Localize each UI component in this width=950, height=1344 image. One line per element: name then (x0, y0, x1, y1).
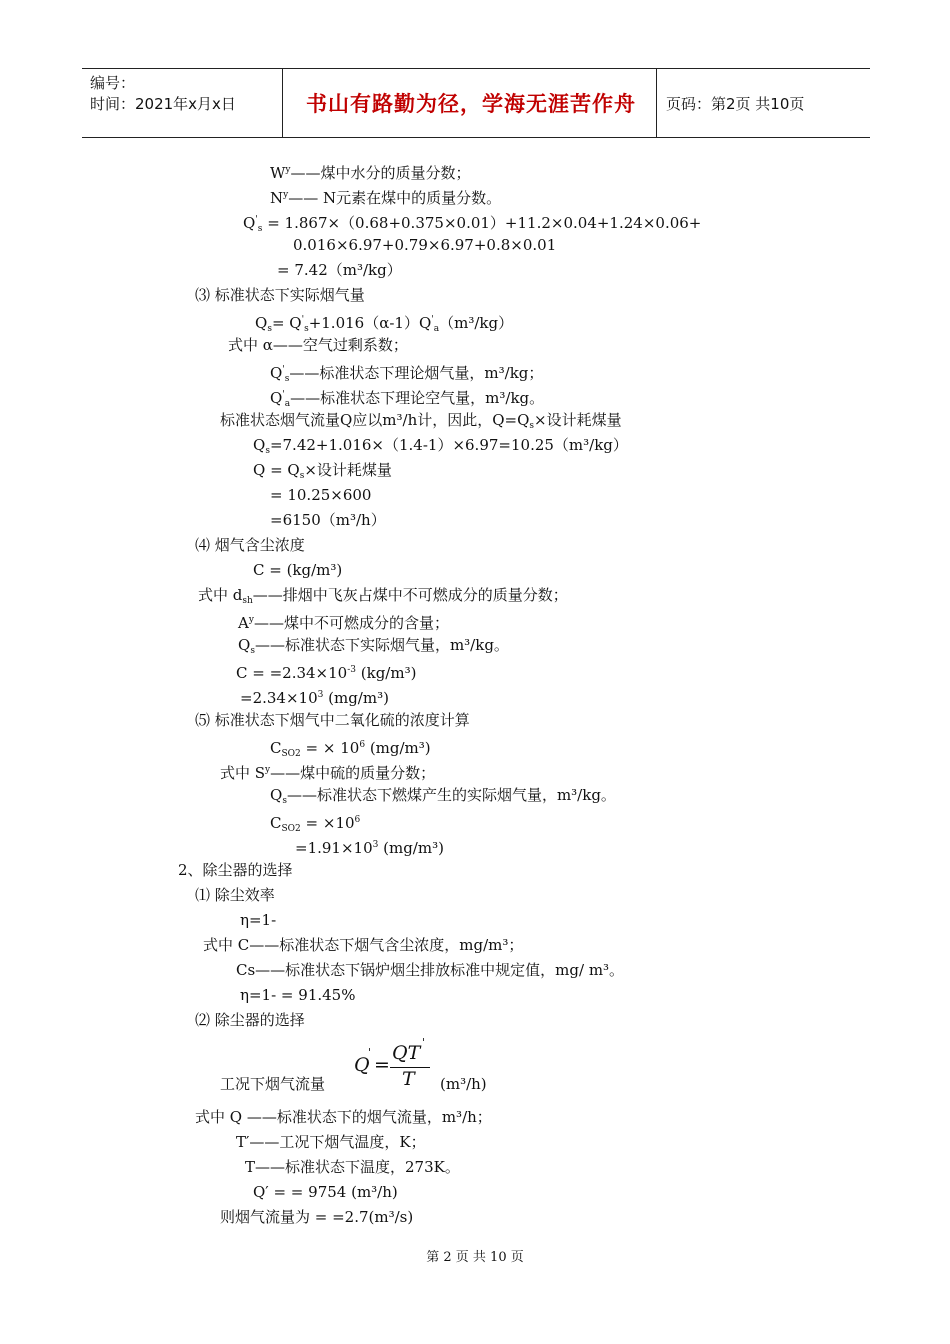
final-flow: 则烟气流量为 = =2.7(m³/s) (220, 1208, 414, 1226)
formula-denominator: T (402, 1068, 415, 1090)
serial-label: 编号： (90, 74, 136, 92)
so2-formula: $C_{SO2}$ = × $10^6$ (mg/m³) (270, 739, 431, 759)
theory-flue-gas-equation: $Q'_s = 1.867\times(0.68+0.375\times 0.01)+11.2\times 0.04+1.24\times 0.06+$ (243, 214, 702, 234)
header-divider (282, 69, 283, 137)
so2-result: $=1.91\times 10^3$ (mg/m³) (295, 839, 444, 857)
ny-definition: $N^y——$ N元素在煤中的质量分数。 (270, 189, 502, 207)
actual-flue-gas-formula: $Q_s= Q'_s+1.016(\alpha-1)Q'_a(m^3/kg)$ (255, 314, 514, 334)
qa-theory-definition: $Q'_a——$标准状态下理论空气量，m³/kg。 (270, 389, 545, 409)
section-4-title: ⑷ 烟气含尘浓度 (195, 536, 305, 554)
section-3-title: ⑶ 标准状态下实际烟气量 (195, 286, 365, 304)
t-prime-definition: T′——工况下烟气温度，K； (236, 1133, 426, 1151)
so2-calc: $C_{SO2} = \times 10^6$ (270, 814, 361, 834)
header-divider (656, 69, 657, 137)
flow-note: 标准状态烟气流量Q应以m³/h计，因此，$Q=Q_s\times$设计耗煤量 (220, 411, 622, 431)
page-footer: 第 2 页 共 10 页 (426, 1250, 524, 1265)
q-equation-result: =6150（m³/h） (270, 511, 386, 529)
ay-definition: $A^y——$煤中不可燃成分的含量； (238, 614, 449, 632)
theory-flue-gas-equation-cont: 0.016×6.97+0.79×6.97+0.8×0.01 (293, 236, 557, 254)
sy-definition: 式中 $S^y——$煤中硫的质量分数； (220, 764, 436, 782)
dust-concentration-formula: C = (kg/m³) (253, 561, 343, 579)
qs-theory-definition: $Q'_s——$标准状态下理论烟气量，m³/kg； (270, 364, 544, 384)
dust-concentration-calc: $C = =2.34\times 10^{-3}$ (kg/m³) (236, 664, 417, 682)
qs-coal-definition: $Q_s——$标准状态下燃煤产生的实际烟气量，m³/kg。 (270, 786, 616, 806)
theory-flue-gas-result: = 7.42（m³/kg） (277, 261, 402, 279)
dust-concentration-result: $=2.34\times 10^3$ (mg/m³) (240, 689, 389, 707)
q-definition: 式中 Q ——标准状态下的烟气流量，m³/h； (195, 1108, 492, 1126)
section-5-title: ⑸ 标准状态下烟气中二氧化硫的浓度计算 (195, 711, 470, 729)
qs-calculation: $Q_s=7.42+1.016\times(1.4-1)\times 6.97=10.25(m^3/kg)$ (253, 436, 628, 456)
alpha-definition: 式中 α——空气过剩系数； (228, 336, 408, 354)
document-header (82, 68, 870, 138)
header-motto: 书山有路勤为径，学海无涯苦作舟 (306, 92, 636, 116)
part-2-title: 2、除尘器的选择 (178, 861, 293, 879)
efficiency-calc: η=1- = 91.45% (240, 986, 356, 1004)
time-label: 时间：2021年x月x日 (90, 95, 236, 113)
q-prime-calc: Q′ = = 9754 (m³/h) (253, 1183, 398, 1201)
header-page-info: 页码：第2页 共10页 (666, 95, 805, 113)
subsection-2-title: ⑵ 除尘器的选择 (195, 1011, 305, 1029)
formula-numerator: QT (392, 1042, 421, 1064)
t-definition: T——标准状态下温度，273K。 (245, 1158, 460, 1176)
efficiency-formula: η=1- (240, 911, 277, 929)
cs-definition: Cs——标准状态下锅炉烟尘排放标准中规定值，mg/ m³。 (236, 961, 625, 979)
formula-prime: ' (368, 1046, 372, 1059)
qs-actual-definition: $Q_s——$标准状态下实际烟气量，m³/kg。 (238, 636, 509, 656)
c-definition: 式中 C——标准状态下烟气含尘浓度，mg/m³； (203, 936, 524, 954)
header-left-cell (90, 73, 236, 115)
work-flow-label: 工况下烟气流量 (220, 1075, 326, 1093)
subsection-1-title: ⑴ 除尘效率 (195, 886, 275, 904)
formula-q-symbol: Q (354, 1054, 370, 1076)
q-equation: $Q = Q_s\times$设计耗煤量 (253, 461, 392, 481)
wy-definition: $W^y——$煤中水分的质量分数； (270, 164, 471, 182)
dsh-definition: 式中 $d_{sh}——$排烟中飞灰占煤中不可燃成分的质量分数； (198, 586, 568, 606)
work-flow-formula: Q ' = QT ' T (354, 1042, 434, 1092)
q-equation-step: = 10.25×600 (270, 486, 372, 504)
formula-numerator-prime: ' (422, 1036, 426, 1049)
work-flow-unit: (m³/h) (440, 1075, 487, 1093)
